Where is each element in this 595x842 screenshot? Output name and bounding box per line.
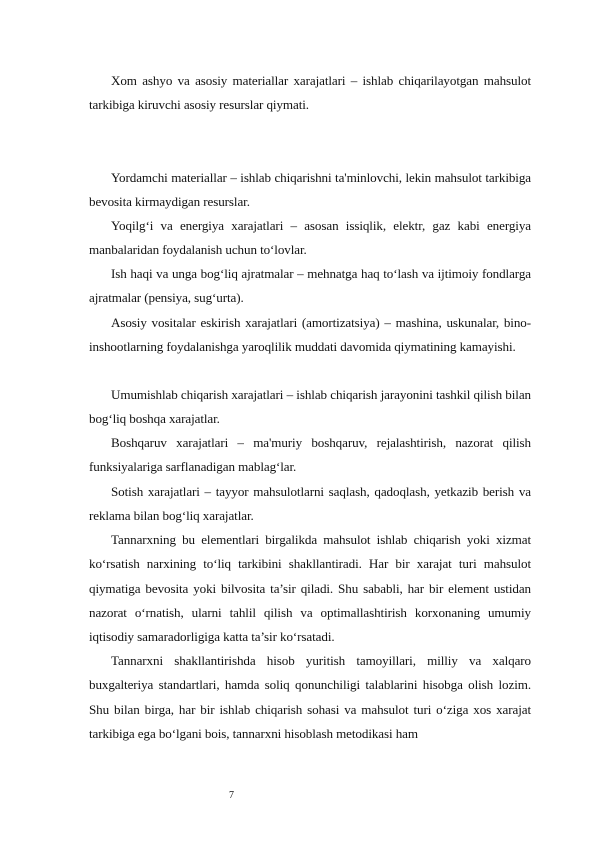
paragraph-raw-materials: Xom ashyo va asosiy materiallar xarajatlari – ishlab chiqarilayotgan mahsulot tarkibiga kiruvchi asosiy resurslar qiymati.	[89, 73, 531, 113]
page-number: 7	[229, 790, 234, 801]
paragraph-cost-formation: Tannarxni shakllantirishda hisob yuritish tamoyillari, milliy va xalqaro buxgalteriya standartlari, hamda soliq qonunchiligi talablarini hisobga olish lozim. Shu bilan birga, har bir ishlab chiqarish sohasi va mahsulot turi o‘ziga xos xarajat tarkibiga ega bo‘lgani bois, tannarxni hisoblash metodikasi ham	[89, 653, 531, 741]
paragraph-overhead: Umumishlab chiqarish xarajatlari – ishlab chiqarish jarayonini tashkil qilish bilan bog‘liq boshqa xarajatlar.	[89, 387, 531, 427]
paragraph-fuel-energy: Yoqilg‘i va energiya xarajatlari – asosan issiqlik, elektr, gaz kabi energiya manbalaridan foydalanish uchun to‘lovlar.	[89, 218, 531, 258]
paragraph-administrative: Boshqaruv xarajatlari – ma'muriy boshqaruv, rejalashtirish, nazorat qilish funksiyalariga sarflanadigan mablag‘lar.	[89, 435, 531, 475]
paragraph-auxiliary-materials: Yordamchi materiallar – ishlab chiqarishni ta'minlovchi, lekin mahsulot tarkibiga bevosita kirmaydigan resurslar.	[89, 170, 531, 210]
paragraph-wages: Ish haqi va unga bog‘liq ajratmalar – mehnatga haq to‘lash va ijtimoiy fondlarga ajratmalar (pensiya, sug‘urta).	[89, 266, 531, 306]
paragraph-depreciation: Asosiy vositalar eskirish xarajatlari (amortizatsiya) – mashina, uskunalar, bino-inshootlarning foydalanishga yaroqlilik muddati davomida qiymatining kamayishi.	[89, 315, 531, 355]
paragraph-selling: Sotish xarajatlari – tayyor mahsulotlarni saqlash, qadoqlash, yetkazib berish va reklama bilan bog‘liq xarajatlar.	[89, 484, 531, 524]
paragraph-cost-elements-summary: Tannarxning bu elementlari birgalikda mahsulot ishlab chiqarish yoki xizmat ko‘rsatish narxining to‘liq tarkibini shakllantiradi. Har bir xarajat turi mahsulot qiymatiga bevosita yoki bilvosita ta’sir qiladi. Shu sababli, har bir element ustidan nazorat o‘rnatish, ularni tahlil qilish va optimallashtirish korxonaning umumiy iqtisodiy samaradorligiga katta ta’sir ko‘rsatadi.	[89, 532, 531, 645]
